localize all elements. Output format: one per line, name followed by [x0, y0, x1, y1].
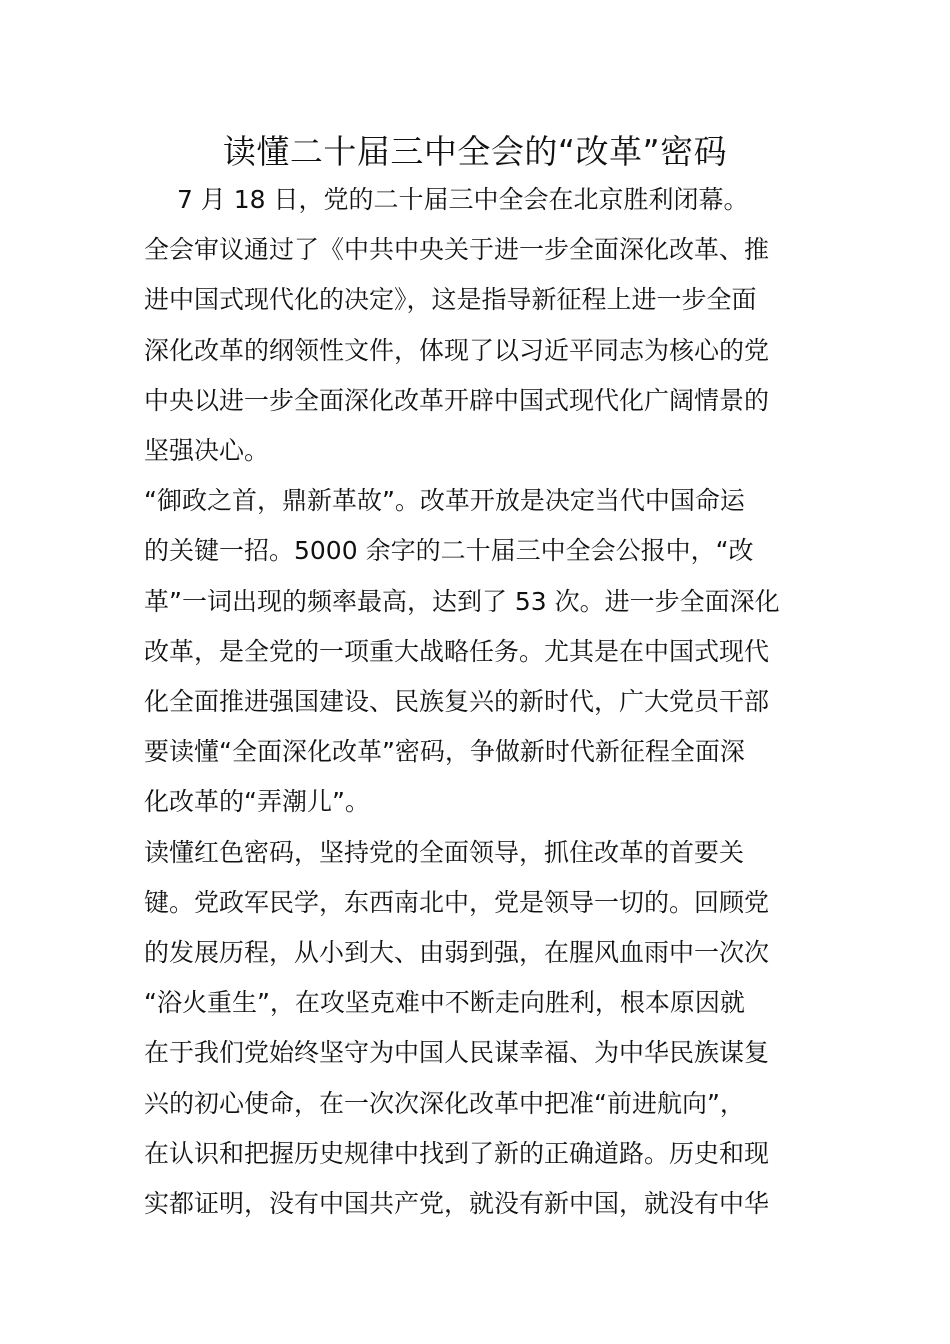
text-line: 在认识和把握历史规律中找到了新的正确道路。历史和现: [144, 1139, 770, 1168]
text-line: 的发展历程，从小到大、由弱到强，在腥风血雨中一次次: [144, 938, 770, 967]
text-line: 兴的初心使命，在一次次深化改革中把准“前进航向”，: [144, 1089, 745, 1118]
text-line: 化改革的“弄潮儿”。: [144, 787, 370, 816]
text-line: 在于我们党始终坚守为中国人民谋幸福、为中华民族谋复: [144, 1038, 770, 1067]
text-line: 要读懂“全面深化改革”密码，争做新时代新征程全面深: [144, 737, 745, 766]
text-line: 进中国式现代化的决定》，这是指导新征程上进一步全面: [144, 285, 757, 314]
text-line: 实都证明，没有中国共产党，就没有新中国，就没有中华: [144, 1189, 770, 1218]
text-line: 坚强决心。: [144, 436, 270, 465]
text-line: 的关键一招。5000 余字的二十届三中全会公报中，“改: [144, 536, 754, 565]
text-line: 键。党政军民学，东西南北中，党是领导一切的。回顾党: [144, 888, 770, 917]
text-line: 7 月 18 日，党的二十届三中全会在北京胜利闭幕。: [144, 185, 749, 214]
text-line: “浴火重生”，在攻坚克难中不断走向胜利，根本原因就: [144, 988, 745, 1017]
document-title: 读懂二十届三中全会的“改革”密码: [222, 132, 728, 171]
text-line: 革”一词出现的频率最高，达到了 53 次。进一步全面深化: [144, 587, 780, 616]
text-line: 化全面推进强国建设、民族复兴的新时代，广大党员干部: [144, 687, 770, 716]
text-line: 改革，是全党的一项重大战略任务。尤其是在中国式现代: [144, 637, 770, 666]
text-line: “御政之首，鼎新革故”。改革开放是决定当代中国命运: [144, 486, 745, 515]
text-line: 深化改革的纲领性文件，体现了以习近平同志为核心的党: [144, 336, 770, 365]
text-line: 读懂红色密码，坚持党的全面领导，抓住改革的首要关: [144, 838, 745, 867]
text-line: 中央以进一步全面深化改革开辟中国式现代化广阔情景的: [144, 386, 770, 415]
text-line: 全会审议通过了《中共中央关于进一步全面深化改革、推: [144, 235, 770, 264]
